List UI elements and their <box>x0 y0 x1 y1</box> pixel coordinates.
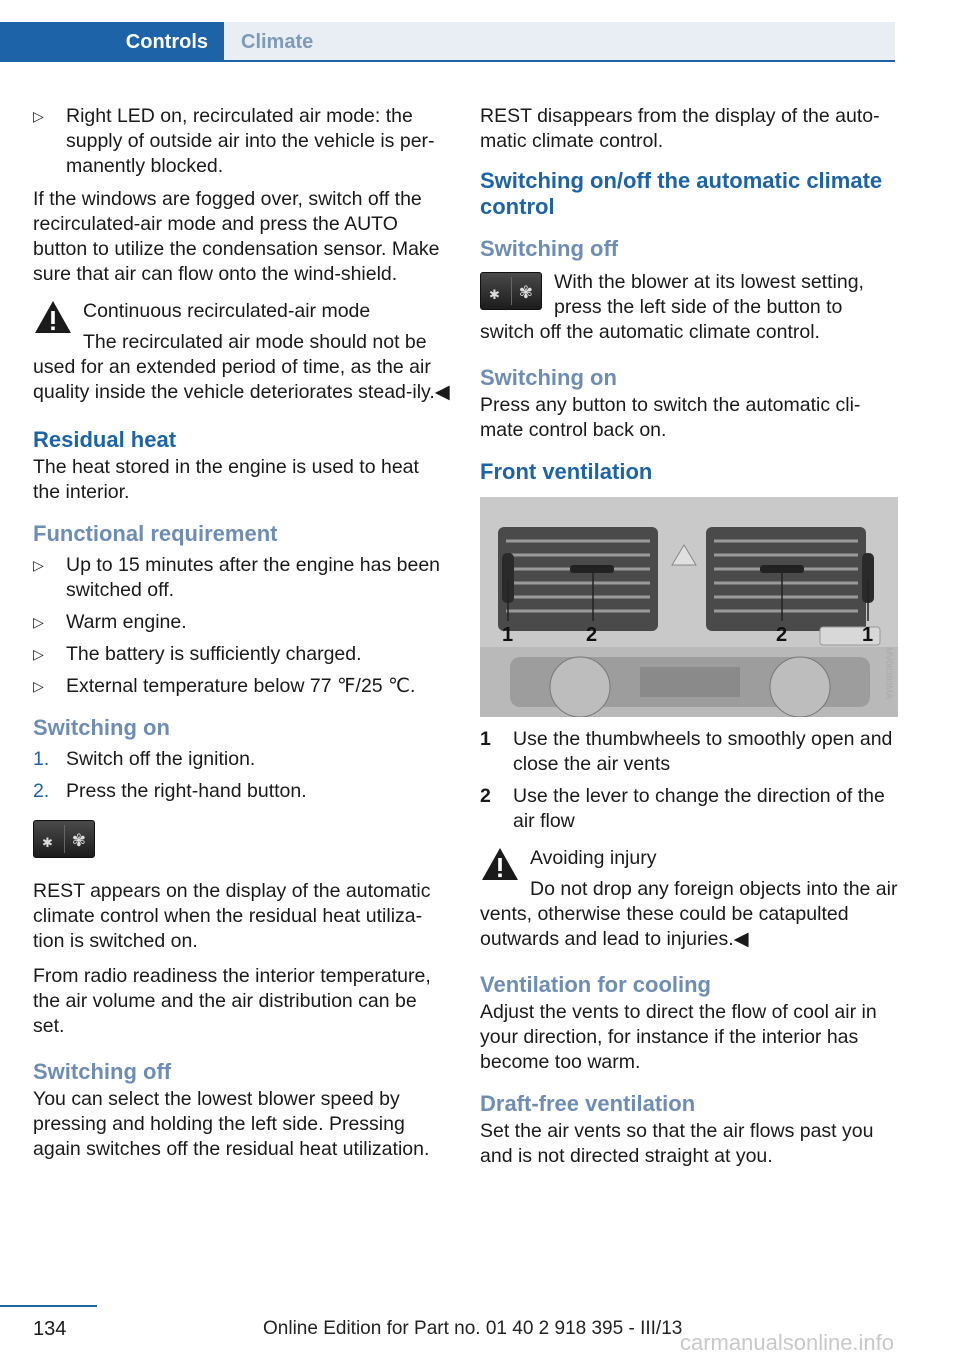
tab-controls[interactable] <box>0 22 224 62</box>
tab-climate-label: Climate <box>241 30 314 53</box>
triangle-bullet-icon: ▷ <box>33 678 44 694</box>
off-block <box>480 270 898 345</box>
left-column <box>33 104 450 1172</box>
list-item: ▷ External temperature below 77 ℉/25 ℃. <box>33 675 416 697</box>
auto-off-text: With the blower at its lowest setting, press the left side of the button to switch off the automatic climate control. <box>480 271 864 343</box>
warning-title: Continuous recirculated-air mode <box>83 300 371 322</box>
warning-box <box>33 299 450 405</box>
air-vents-illustration <box>480 497 898 717</box>
tab-controls-label: Controls <box>125 30 208 53</box>
callout-1-right: 1 <box>862 624 874 646</box>
footer-rule <box>0 1305 97 1307</box>
off-paragraph: You can select the lowest blower speed by pressing and holding the left side. Pressing again switches off the residual heat utilization. <box>33 1088 430 1160</box>
heading-auto-climate: Switching on/off the automatic climate control <box>480 168 883 219</box>
triangle-bullet-icon: ▷ <box>33 646 44 662</box>
requirement-list <box>33 553 450 699</box>
list-item: ▷ Up to 15 minutes after the engine has been switched off. <box>33 554 441 601</box>
heading-functional-requirement: Functional requirement <box>33 521 278 546</box>
button-illustration <box>33 820 450 865</box>
blower-button-image <box>33 820 95 858</box>
list-item: 2. Press the right-hand button. <box>33 780 307 802</box>
list-item: 1 Use the thumbwheels to smoothly open and close the air vents <box>480 728 893 775</box>
auto-on-paragraph: Press any button to switch the automatic cli‐mate control back on. <box>480 394 861 441</box>
heading-switching-off: Switching off <box>33 1059 172 1084</box>
heading-draft-free: Draft-free ventilation <box>480 1091 696 1116</box>
list-item: ▷ Right LED on, recirculated air mode: the supply of outside air into the vehicle is per‐manently blocked. <box>33 105 435 177</box>
warning-triangle-icon <box>480 846 520 882</box>
rest-off-paragraph: REST disappears from the display of the auto‐matic climate control. <box>480 105 880 152</box>
header-rule <box>0 60 895 62</box>
switch-on-steps <box>33 747 450 804</box>
triangle-bullet-icon: ▷ <box>33 108 44 124</box>
fan-low-icon: ✱ <box>42 835 53 850</box>
heading-ventilation-cooling: Ventilation for cooling <box>480 972 711 997</box>
figure-code: MV06380MA <box>884 647 894 700</box>
figure-legend <box>480 727 898 834</box>
warning-box <box>480 846 898 952</box>
fan-low-icon: ✱ <box>489 287 500 302</box>
callout-2-right: 2 <box>776 624 788 646</box>
tab-climate[interactable] <box>224 22 895 62</box>
warning-text: Do not drop any foreign objects into the air vents, otherwise these could be catapulted outwards and lead to injuries.◀ <box>480 878 898 950</box>
blower-button-image <box>480 272 542 310</box>
fan-high-icon: ✾ <box>518 283 533 302</box>
triangle-bullet-icon: ▷ <box>33 614 44 630</box>
heading-residual-heat: Residual heat <box>33 427 177 452</box>
watermark: carmanualsonline.info <box>680 1330 895 1355</box>
triangle-bullet-icon: ▷ <box>33 557 44 573</box>
warning-title: Avoiding injury <box>530 847 657 869</box>
list-item: 2 Use the lever to change the direction of the air flow <box>480 785 885 832</box>
led-list <box>33 104 450 179</box>
ventilation-figure <box>480 497 898 717</box>
rest-on-paragraph: REST appears on the display of the automatic climate control when the residual heat utiliza‐tion is switched on. <box>33 880 431 952</box>
list-item: 1. Switch off the ignition. <box>33 748 256 770</box>
fog-paragraph: If the windows are fogged over, switch off the recirculated-air mode and press the AUTO button to utilize the condensation sensor. Make sure that air can flow onto the wind‐shield. <box>33 188 440 285</box>
heading-right-switching-off: Switching off <box>480 236 619 261</box>
list-item: ▷ Warm engine. <box>33 611 187 633</box>
radio-paragraph: From radio readiness the interior temperature, the air volume and the air distribution can be set. <box>33 965 431 1037</box>
page-number: 134 <box>33 1318 67 1340</box>
right-column <box>480 104 898 1179</box>
draft-paragraph: Set the air vents so that the air flows past you and is not directed straight at you. <box>480 1120 874 1167</box>
callout-2-left: 2 <box>586 624 598 646</box>
heading-right-switching-on: Switching on <box>480 365 617 390</box>
list-item: ▷ The battery is sufficiently charged. <box>33 643 362 665</box>
heading-switching-on: Switching on <box>33 715 170 740</box>
page-header <box>0 0 960 62</box>
cooling-paragraph: Adjust the vents to direct the flow of cool air in your direction, for instance if the interior has become too warm. <box>480 1001 877 1073</box>
fan-high-icon: ✾ <box>71 831 86 850</box>
warning-text: The recirculated air mode should not be used for an extended period of time, as the air quality inside the vehicle deteriorates stead‐ily.◀ <box>33 331 450 403</box>
residual-paragraph: The heat stored in the engine is used to heat the interior. <box>33 456 419 503</box>
warning-triangle-icon <box>33 299 73 335</box>
edition-text: Online Edition for Part no. 01 40 2 918 395 - III/13 <box>263 1318 683 1339</box>
heading-front-ventilation: Front ventilation <box>480 459 653 484</box>
callout-1-left: 1 <box>502 624 514 646</box>
